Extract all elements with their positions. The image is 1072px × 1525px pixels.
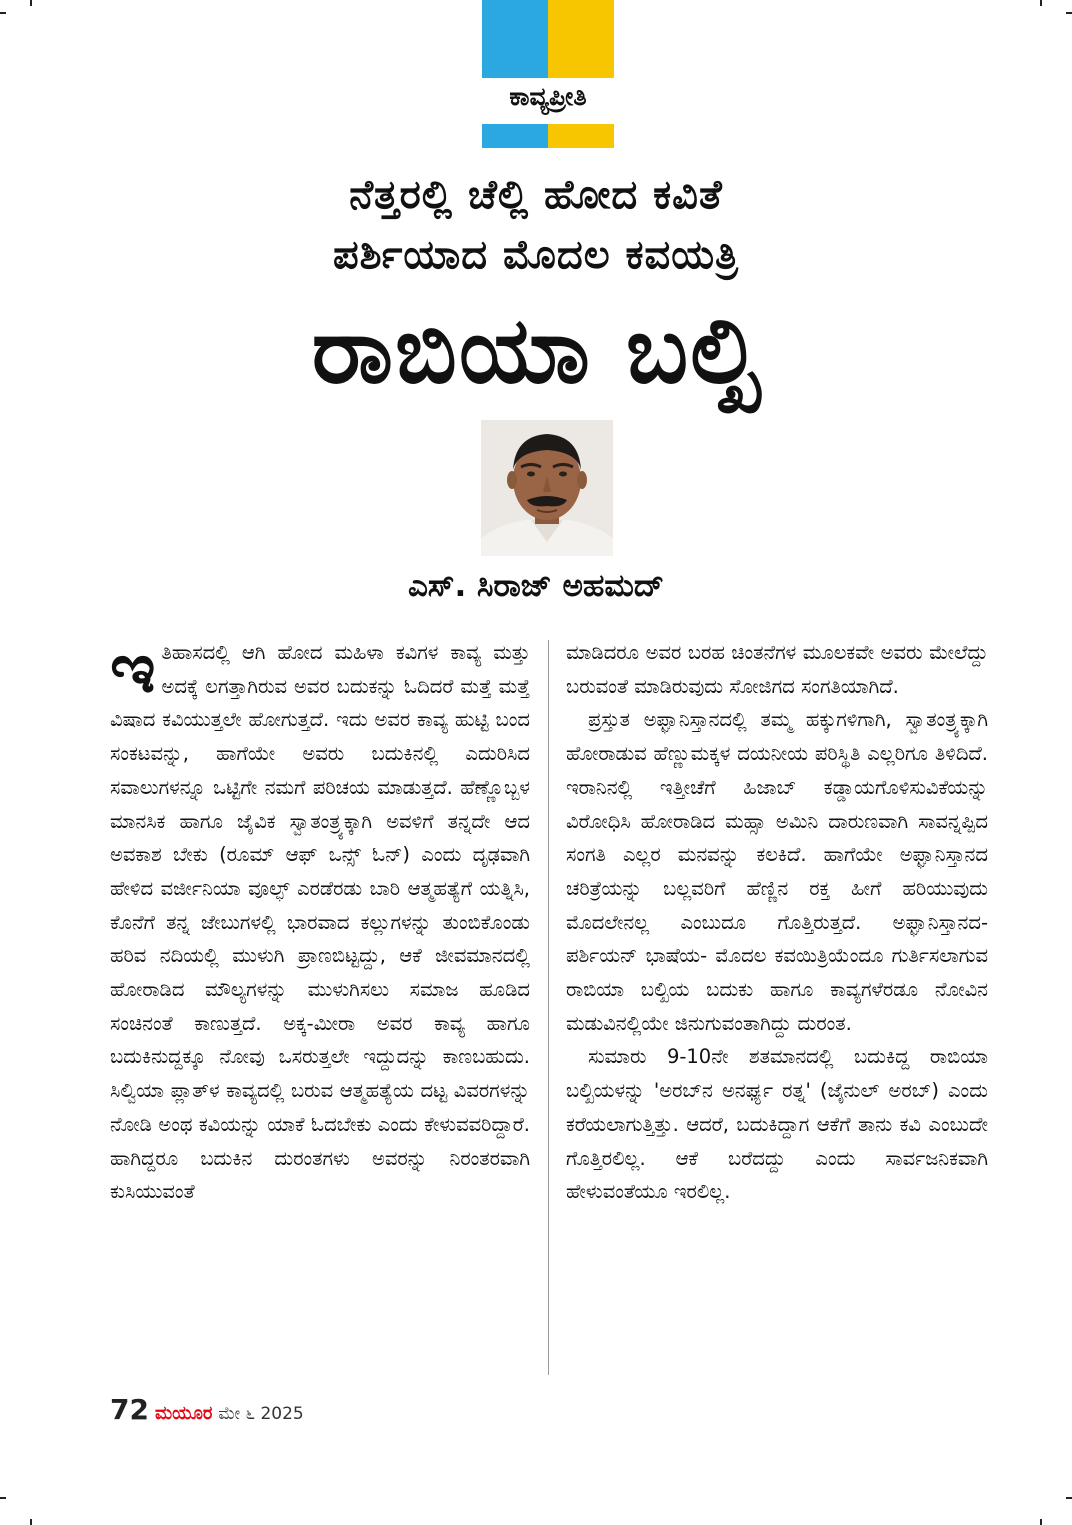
crop-mark-bottom-right-v (1040, 1519, 1042, 1525)
article-paragraph-right-1: ಮಾಡಿದರೂ ಅವರ ಬರಹ ಚಿಂತನೆಗಳ ಮೂಲಕವೇ ಅವರು ಮೇಲೆದ್ದು ಬರುವಂತೆ ಮಾಡಿರುವುದು ಸೋಜಿಗದ ಸಂಗತಿಯಾಗಿದೆ. (566, 641, 988, 698)
article-left-text: ತಿಹಾಸದಲ್ಲಿ ಆಗಿ ಹೋದ ಮಹಿಳಾ ಕವಿಗಳ ಕಾವ್ಯ ಮತ್ತು ಅದಕ್ಕೆ ಲಗತ್ತಾಗಿರುವ ಅವರ ಬದುಕನ್ನು ಓದಿದರೆ ಮತ್ತೆ ಮತ್ತೆ ವಿಷಾದ ಕವಿಯುತ್ತಲೇ ಹೋಗುತ್ತದೆ. ಇದು ಅವರ ಕಾವ್ಯ ಹುಟ್ಟಿ ಬಂದ ಸಂಕಟವನ್ನು, ಹಾಗೆಯೇ ಅವರು ಬದುಕಿನಲ್ಲಿ ಎದುರಿಸಿದ ಸವಾಲುಗಳನ್ನೂ ಒಟ್ಟಿಗೇ ನಮಗೆ ಪರಿಚಯ ಮಾಡುತ್ತದೆ. ಹೆಣ್ಣೊಬ್ಬಳ ಮಾನಸಿಕ ಹಾಗೂ ಜೈವಿಕ ಸ್ವಾತಂತ್ರ್ಯಕ್ಕಾಗಿ ಅವಳಿಗೆ ತನ್ನದೇ ಆದ ಅವಕಾಶ ಬೇಕು (ರೂಮ್ ಆಫ್ ಒನ್ಸ್ ಓನ್) ಎಂದು ದೃಢವಾಗಿ ಹೇಳಿದ ವರ್ಜೀನಿಯಾ ವೂಲ್ಫ್ ಎರಡೆರಡು ಬಾರಿ ಆತ್ಮಹತ್ಯೆಗೆ ಯತ್ನಿಸಿ, ಕೊನೆಗೆ ತನ್ನ ಜೇಬುಗಳಲ್ಲಿ ಭಾರವಾದ ಕಲ್ಲುಗಳನ್ನು ತುಂಬಿಕೊಂಡು ಹರಿವ ನದಿಯಲ್ಲಿ ಮುಳುಗಿ ಪ್ರಾಣಬಿಟ್ಟದ್ದು, ಆಕೆ ಜೀವಮಾನದಲ್ಲಿ ಹೋರಾಡಿದ ಮೌಲ್ಯಗಳನ್ನು ಮುಳುಗಿಸಲು ಸಮಾಜ ಹೂಡಿದ ಸಂಚಿನಂತೆ ಕಾಣುತ್ತದೆ. ಅಕ್ಕ-ಮೀರಾ ಅವರ ಕಾವ್ಯ ಹಾಗೂ ಬದುಕಿನುದ್ದಕ್ಕೂ ನೋವು ಒಸರುತ್ತಲೇ ಇದ್ದುದನ್ನು ಕಾಣಬಹುದು. ಸಿಲ್ವಿಯಾ ಪ್ಲಾತ್‌ಳ ಕಾವ್ಯದಲ್ಲಿ ಬರುವ ಆತ್ಮಹತ್ಯೆಯ ದಟ್ಟ ವಿವರಗಳನ್ನು ನೋಡಿ ಅಂಥ ಕವಿಯನ್ನು ಯಾಕೆ ಓದಬೇಕು ಎಂದು ಕೇಳುವವರಿದ್ದಾರೆ. ಹಾಗಿದ್ದರೂ ಬದುಕಿನ ದುರಂತಗಳು ಅವರನ್ನು ನಿರಂತರವಾಗಿ ಕುಸಿಯುವಂತೆ (110, 641, 530, 1204)
crop-mark-top-right (1066, 12, 1072, 14)
crop-mark-top-right-v (1040, 0, 1042, 6)
crop-mark-bottom-right (1066, 1497, 1072, 1499)
author-byline: ಎಸ್‌. ಸಿರಾಜ್ ಅಹಮದ್ (408, 568, 664, 604)
headline-line-2: ಪರ್ಶಿಯಾದ ಮೊದಲ ಕವಯತ್ರಿ (333, 232, 739, 278)
headline-main: ರಾಬಿಯಾ ಬಲ್ಖಿ (311, 297, 761, 404)
drop-cap: ಇ (110, 627, 156, 709)
page-footer (110, 1393, 304, 1426)
crop-mark-bottom-left (0, 1497, 6, 1499)
article-column-left (110, 627, 530, 1209)
article-column-right (566, 636, 988, 1209)
section-logo (482, 0, 614, 148)
crop-mark-top-left-v (30, 0, 32, 6)
section-logo-text: ಕಾವ್ಯಪ್ರೀತಿ (509, 82, 587, 111)
headline-line-1: ನೆತ್ತರಲ್ಲಿ ಚೆಲ್ಲಿ ಹೋದ ಕವಿತೆ (349, 172, 723, 218)
crop-mark-bottom-left-v (30, 1519, 32, 1525)
column-divider (548, 640, 549, 1375)
page-number: 72 (110, 1393, 149, 1426)
article-paragraph-1 (110, 627, 530, 1209)
crop-mark-top-left (0, 12, 6, 14)
magazine-name: ಮಯೂರ (154, 1403, 213, 1424)
author-photo (481, 420, 613, 556)
author-portrait-icon (481, 420, 613, 556)
logo-yellow-block (548, 0, 614, 148)
article-paragraph-right-3: ಸುಮಾರು 9-10ನೇ ಶತಮಾನದಲ್ಲಿ ಬದುಕಿದ್ದ ರಾಬಿಯಾ ಬಲ್ಖಿಯಳನ್ನು 'ಅರಬ್‌ನ ಅನರ್ಘ್ಯ ರತ್ನ' (ಜೈನುಲ್ ಅರಬ್) ಎಂದು ಕರೆಯಲಾಗುತ್ತಿತ್ತು. ಆದರೆ, ಬದುಕಿದ್ದಾಗ ಆಕೆಗೆ ತಾನು ಕವಿ ಎಂಬುದೇ ಗೊತ್ತಿರಲಿಲ್ಲ. ಆಕೆ ಬರೆದದ್ದು ಎಂದು ಸಾರ್ವಜನಿಕವಾಗಿ ಹೇಳುವಂತೆಯೂ ಇರಲಿಲ್ಲ. (566, 1045, 988, 1204)
issue-date: ಮೇ ೬ 2025 (218, 1404, 304, 1424)
logo-blue-block (482, 0, 548, 148)
article-paragraph-right-2: ಪ್ರಸ್ತುತ ಅಫ್ಘಾನಿಸ್ತಾನದಲ್ಲಿ ತಮ್ಮ ಹಕ್ಕುಗಳಿಗಾಗಿ, ಸ್ವಾತಂತ್ರ್ಯಕ್ಕಾಗಿ ಹೋರಾಡುವ ಹೆಣ್ಣುಮಕ್ಕಳ ದಯನೀಯ ಪರಿಸ್ಥಿತಿ ಎಲ್ಲರಿಗೂ ತಿಳಿದಿದೆ. ಇರಾನಿನಲ್ಲಿ ಇತ್ತೀಚೆಗೆ ಹಿಜಾಬ್ ಕಡ್ಡಾಯಗೊಳಿಸುವಿಕೆಯನ್ನು ವಿರೋಧಿಸಿ ಹೋರಾಡಿದ ಮಹ್ಸಾ ಅಮಿನಿ ದಾರುಣವಾಗಿ ಸಾವನ್ನಪ್ಪಿದ ಸಂಗತಿ ಎಲ್ಲರ ಮನವನ್ನು ಕಲಕಿದೆ. ಹಾಗೆಯೇ ಅಫ್ಘಾನಿಸ್ತಾನದ ಚರಿತ್ರೆಯನ್ನು ಬಲ್ಲವರಿಗೆ ಹೆಣ್ಣಿನ ರಕ್ತ ಹೀಗೆ ಹರಿಯುವುದು ಮೊದಲೇನಲ್ಲ ಎಂಬುದೂ ಗೊತ್ತಿರುತ್ತದೆ. ಅಫ್ಘಾನಿಸ್ತಾನದ- ಪರ್ಶಿಯನ್ ಭಾಷೆಯ- ಮೊದಲ ಕವಯಿತ್ರಿಯೆಂದೂ ಗುರ್ತಿಸಲಾಗುವ ರಾಬಿಯಾ ಬಲ್ಖಿಯ ಬದುಕು ಹಾಗೂ ಕಾವ್ಯಗಳೆರಡೂ ನೋವಿನ ಮಡುವಿನಲ್ಲಿಯೇ ಜಿನುಗುವಂತಾಗಿದ್ದು ದುರಂತ. (566, 708, 988, 1035)
